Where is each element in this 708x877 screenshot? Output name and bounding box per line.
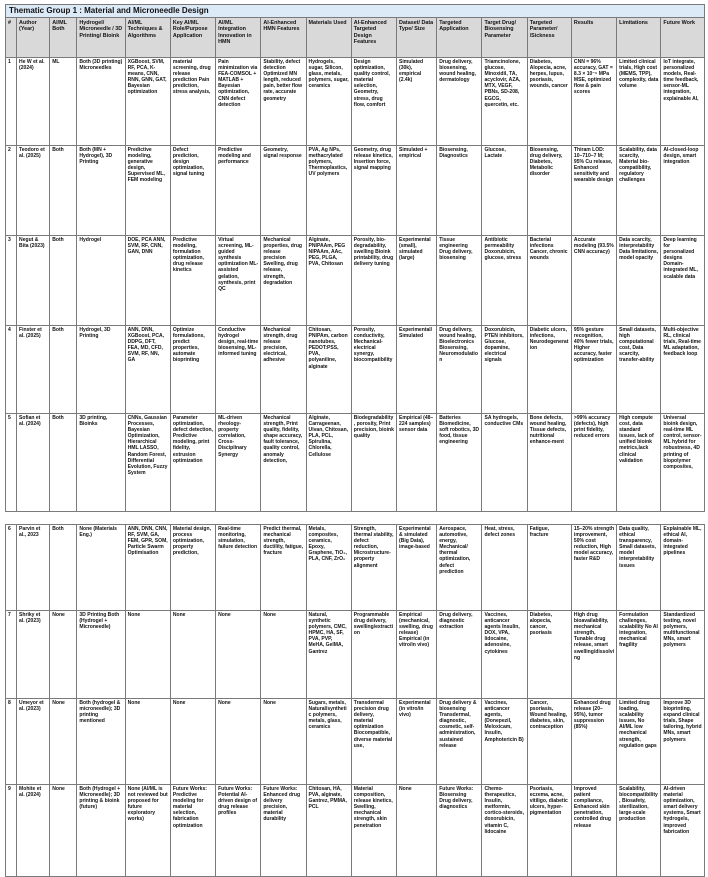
table-cell: 5 (6, 413, 17, 511)
table-cell: None (50, 610, 77, 698)
table-cell: Thiram LOD: 10–710–7 M; 95% Cu release, Enhanced sensitivity and wearable design (571, 145, 616, 235)
table-cell: None (261, 698, 306, 784)
table-cell: >99% accuracy (defects), high print fidelity, reduced errors (571, 413, 616, 511)
table-cell: Multi-objective RL, clinical trials, Real-time ML adaptation, feedback loop (661, 325, 705, 413)
table-cell: Virtual screening, ML-guided synthesis optimization ML-assisted gelation, synthesis, print QC (216, 235, 261, 325)
document-page (5, 4, 705, 877)
table-row (6, 784, 705, 876)
column-header: Materials Used (306, 18, 351, 58)
table-cell: Batteries Biomedicine, soft robotics, 3D food, tissue engineering (437, 413, 482, 511)
table-cell: Both (50, 325, 77, 413)
table-cell: Future Works: Predictive modeling for material selection, fabrication optimization (170, 784, 215, 876)
table-header-row (6, 18, 705, 58)
table-cell: Experimental/ Simulated (397, 325, 437, 413)
table-cell: Alginate, Carrageenan, Ulvan, Chitosan, PLA, PCL, Spirulina, Chlorella, Cellulose (306, 413, 351, 511)
table-cell: Simulated + empirical (397, 145, 437, 235)
table-cell: 4 (6, 325, 17, 413)
table-cell: Both (50, 413, 77, 511)
table-row (6, 698, 705, 784)
table-cell: Doxorubicin, PTEN inhibitors, Glucose, dopamine, electrical signals (482, 325, 527, 413)
table-cell: Psoriasis, eczema, acne, vitiligo, diabetic ulcers, hyper-pigmentation (527, 784, 571, 876)
table-cell: None (216, 698, 261, 784)
table-cell: High compute cost, data standard issues, lack of unified bioink metrics,lack clinical validation (617, 413, 661, 511)
table-cell: Standardized testing, novel polymers, multifunctional MNs, smart polymers (661, 610, 705, 698)
table-cell: Triamcinolone, glucose, Minoxidil, TA, acyclovir, AZA, MTX, VEGF, PBNs, SD-208, EGCG, quercetin, etc. (482, 57, 527, 145)
table-cell: Mechanical properties, drug release precision Swelling, drug release, strength, degradation (261, 235, 306, 325)
column-header: Dataset/ Data Type/ Size (397, 18, 437, 58)
table-cell: CNNs, Gaussian Processes, Bayesian Optimization, Hierarchical HML LASSO, Random Forest, Differential Evolution, Fuzzy System (125, 413, 170, 511)
table-cell: Vaccines, anticancer agents, (Donepezil, Meloxicam, Insulin, Amphotericin B) (482, 698, 527, 784)
table-cell: Finster et al. (2025) (17, 325, 50, 413)
table-cell: Glucose, Lactate (482, 145, 527, 235)
column-header: AI/ML Integration Innovation in HMN (216, 18, 261, 58)
table-row (6, 57, 705, 145)
table-cell: Sofian et al. (2024) (17, 413, 50, 511)
table-cell: Experimental (in vitro/in vivo) (397, 698, 437, 784)
column-header: AI/ML Both (50, 18, 77, 58)
table-cell: Scalability, data scarcity, Material bio-compatibility, regulatory challenges (617, 145, 661, 235)
table-cell: Predictive modeling, generative design, Supervised ML, FEM modeling (125, 145, 170, 235)
table-cell: Small datasets, high computational cost, Data scarcity, transfer-ability (617, 325, 661, 413)
table-cell: Material composition, release kinetics, Swelling, mechanical strength, skin penetration (351, 784, 396, 876)
column-header: AI-Enhanced HMN Features (261, 18, 306, 58)
table-cell: Pain minimization via FEA-COMSOL + MATLAB + Bayesian optimization, CNN defect detection (216, 57, 261, 145)
table-cell: Empirical (48–224 samples) sensor data (397, 413, 437, 511)
table-cell: Design optimization, quality control, material selection, Geometry, stress, drug flow, comfort (351, 57, 396, 145)
table-cell: High drug bioavailability, mechanical strength, Tunable drug release, smart swelling/dissolving (571, 610, 616, 698)
table-body (6, 57, 705, 876)
table-cell: Predict thermal, mechanical strength, ductility, fatigue, fracture (261, 524, 306, 610)
table-cell: Metals, composites, ceramics, Epoxy, Graphene, TiO₂, PLA, CNF, ZrO₂ (306, 524, 351, 610)
table-cell: Defect prediction, design optimization, signal tuning (170, 145, 215, 235)
table-cell: Antibiotic permeability Doxorubicin, glucose, stress (482, 235, 527, 325)
table-cell: PVA, Ag NPs, methacrylated polymers, Thermoplastics, UV polymers (306, 145, 351, 235)
table-cell: Transdermal precision drug delivery, material optimization Biocompatible, diverse material use, (351, 698, 396, 784)
table-cell: Both (50, 145, 77, 235)
table-cell: AI-driven material optimization, smart delivery systems, Smart hydrogels, improved fabrication (661, 784, 705, 876)
table-cell: Chemo-therapeutics, Insulin, metformin, cortico-steroids, doxorubicin, vitamin C, lidocaine (482, 784, 527, 876)
table-cell: Hydrogel, 3D Printing (77, 325, 125, 413)
table-cell: Simulated (30k), empirical (2.4k) (397, 57, 437, 145)
table-cell: Limited clinical trials, High cost (MEMS, TPP), complexity, data volume (617, 57, 661, 145)
table-cell: Explainable ML, ethical AI, domain-integrated pipelines (661, 524, 705, 610)
table-cell: 3D printing, Bioinks (77, 413, 125, 511)
table-cell: Hydrogels, sugar, Silicon, glass, metals, polymers, sugar, ceramics (306, 57, 351, 145)
table-cell: 15–20% strength improvement, 50% cost reduction, High model accuracy, faster R&D (571, 524, 616, 610)
table-cell: Limited drug loading, scalability issues, No AI/ML low mechanical strength, regulation gaps (617, 698, 661, 784)
table-cell: None (AI/ML is not reviewed but proposed for future exploratory works) (125, 784, 170, 876)
table-cell: Data quality, ethical transparency, Small datasets, model interpretability issues (617, 524, 661, 610)
table-cell: Alginate, PNIPAAm, PEG NIPAAm, AAc, PEG, PLGA, PVA, Chitosan (306, 235, 351, 325)
table-cell: Sugars, metals, Natural/synthetic polymers, metals, glass, ceramics (306, 698, 351, 784)
table-cell: None (397, 784, 437, 876)
table-cell: None (170, 610, 215, 698)
table-cell: Both (50, 235, 77, 325)
table-cell: 3 (6, 235, 17, 325)
table-cell: He W et al. (2024) (17, 57, 50, 145)
table-cell: Cancer, psoriasis, Wound healing, diabetes, skin, contraception (527, 698, 571, 784)
table-cell: Drug delivery & biosensing Transdermal, diagnostic, cosmetic, self-administration, sustained release (437, 698, 482, 784)
table-cell: Predictive modeling and performance (216, 145, 261, 235)
table-cell: Fatigue, fracture (527, 524, 571, 610)
column-header: Targeted Application (437, 18, 482, 58)
table-cell: Bone defects, wound healing, Tissue defects, nutritional enhance-ment (527, 413, 571, 511)
table-cell: Conductive hydrogel design, real-time biosensing, ML-informed tuning (216, 325, 261, 413)
table-cell: Experimental (small), simulated (large) (397, 235, 437, 325)
table-cell: Future Works: Potential AI-driven design of drug release profiles (216, 784, 261, 876)
table-cell: Enhanced drug release (20–95%), tumor suppression (85%) (571, 698, 616, 784)
table-cell: Parameter optimization, defect detection, Predictive modeling, print fidelity, extrusion optimization (170, 413, 215, 511)
table-cell: Both (hydrogel & microneedle); 3D printing mentioned (77, 698, 125, 784)
column-header: Limitations (617, 18, 661, 58)
column-header: Targeted Parameter/ /Sickness (527, 18, 571, 58)
table-cell: Parvin et al., 2023 (17, 524, 50, 610)
column-header: Author (Year) (17, 18, 50, 58)
group-title: Thematic Group 1 : Material and Microneedle Design (6, 5, 705, 18)
table-cell: Bacterial infections Cancer, chronic wounds (527, 235, 571, 325)
table-cell: Optimize formulations, predict properties, automate bioprinting (170, 325, 215, 413)
table-cell: 6 (6, 524, 17, 610)
table-row (6, 413, 705, 511)
table-cell: Hydrogel (77, 235, 125, 325)
table-cell: Drug delivery, diagnostic extraction (437, 610, 482, 698)
table-cell: AI-closed-loop design, smart integration (661, 145, 705, 235)
table-cell: Data scarcity, interpretability Data limitations, model opacity (617, 235, 661, 325)
table-cell: 3D Printing Both (Hydrogel + Microneedle) (77, 610, 125, 698)
table-cell: Negut & Bita (2023) (17, 235, 50, 325)
page-break-spacer (6, 511, 705, 524)
table-cell: Biosensing, Diagnostics (437, 145, 482, 235)
table-row (6, 235, 705, 325)
table-cell: Geometry, drug release kinetics, Insertion force, signal mapping (351, 145, 396, 235)
table-cell: Strength, thermal stability, defect reduction, Microstructure-property alignment (351, 524, 396, 610)
table-cell: Natural, synthetic polymers, CMC, HPMC, HA, SF, PVA, PVP, MeHA, GelMA, Gantrez (306, 610, 351, 698)
table-cell: Shriky et al. (2023) (17, 610, 50, 698)
table-cell: Formulation challenges, scalability No AI integration, mechanical fragility (617, 610, 661, 698)
table-cell: Mohite et al. (2024) (17, 784, 50, 876)
table-cell: None (50, 784, 77, 876)
table-row (6, 325, 705, 413)
table-cell: Universal bioink design, real-time ML control, sensor-ML hybrid for robustness, 4D printing of biopolymer composites, (661, 413, 705, 511)
table-cell: Both (MN + Hydrogel), 3D Printing (77, 145, 125, 235)
table-cell: Mechanical strength, drug release precision, electrical, adhesive (261, 325, 306, 413)
column-header: Target Drug/ Biosensing Parameter (482, 18, 527, 58)
table-cell: None (125, 698, 170, 784)
table-cell: Scalability, biocompatibility, Biosafety, sterilization, large-scale production (617, 784, 661, 876)
table-cell: None (170, 698, 215, 784)
table-cell: SA hydrogels, conductive CMs (482, 413, 527, 511)
table-cell: Tissue engineering Drug delivery, biosensing (437, 235, 482, 325)
table-cell: Diabetic ulcers, infections, Neurodegeneration (527, 325, 571, 413)
table-cell: Future Works: Biosensing Drug delivery, diagnostics (437, 784, 482, 876)
table-cell: Vaccines, anticancer agents Insulin, DOX, VPA, lidocaine, adenosine, cytokines (482, 610, 527, 698)
table-cell: Deep learning for personalized designs Domain-integrated ML, scalable data (661, 235, 705, 325)
table-cell: Both (50, 524, 77, 610)
table-cell: ANN, DNN, CNN, RF, SVM, GA, FEM, GPR, SOM, Particle Swarm Optimisation (125, 524, 170, 610)
table-cell: Real-time monitoring, simulation, failure detection (216, 524, 261, 610)
table-cell: Porosity, conductivity, Mechanical-electrical synergy, biocompatibility (351, 325, 396, 413)
table-cell: Diabetes, Alopecia, acne, herpes, lupus, psoriasis, wounds, cancer (527, 57, 571, 145)
table-cell: Stability, defect detection Optimized MN length, reduced pain, better flow rate, accurate geometry (261, 57, 306, 145)
table-cell: ML-driven rheology-property correlation, Cross-Disciplinary Synergy (216, 413, 261, 511)
table-cell: 1 (6, 57, 17, 145)
column-header: Future Work (661, 18, 705, 58)
table-cell: None (50, 698, 77, 784)
column-header: # (6, 18, 17, 58)
table-cell: Both (Hydrogel + Microneedle); 3D printing & bioink (future) (77, 784, 125, 876)
table-cell: 7 (6, 610, 17, 698)
table-row (6, 610, 705, 698)
table-cell: None (261, 610, 306, 698)
table-cell: Geometry, signal response (261, 145, 306, 235)
table-cell: None (Materials Eng.) (77, 524, 125, 610)
table-cell: ANN, DNN, XGBoost, PCA, DDPG, DFT, FEA, MD, CFD, SVM, RF, NN, GA (125, 325, 170, 413)
table-cell: Improved patient compliance, Enhanced skin penetration, controlled drug release (571, 784, 616, 876)
table-cell: Mechanical strength, Print quality, fidelity, shape accuracy, fault tolerance, quality control, anomaly detection, (261, 413, 306, 511)
table-cell: Material design, process optimization, property prediction, (170, 524, 215, 610)
table-cell: Aerospace, automotive, energy, Mechanical/ thermal optimization, defect prediction (437, 524, 482, 610)
table-cell: Heat, stress, defect zones (482, 524, 527, 610)
table-cell: None (125, 610, 170, 698)
spacer-cell (6, 511, 705, 524)
table-cell: DOE, PCA ANN, SVM, RF, CNN, GAN, DNN (125, 235, 170, 325)
table-cell: 8 (6, 698, 17, 784)
table-cell: CNN = 96% accuracy, GAT = 8.3 × 10⁻⁶ MPa MSE, optimized flow & pain scores (571, 57, 616, 145)
column-header: Key AI/ML Role/Purpose Application (170, 18, 215, 58)
table-cell: None (216, 610, 261, 698)
column-header: Results (571, 18, 616, 58)
column-header: Hydrogel/ Microneedle / 3D Printing/ Bioink (77, 18, 125, 58)
table-cell: Predictive modeling, formulation optimization, drug release kinetics (170, 235, 215, 325)
table-cell: 9 (6, 784, 17, 876)
table-cell: Chitosan, PNIPAm, carbon nanotubes, PEDOT:PSS, PVA, polyaniline, alginate (306, 325, 351, 413)
table-cell: Diabetes, alopecia, cancer, psoriasis (527, 610, 571, 698)
table-cell: IoT integrate, personalized models, Real-time feedback, sensor-ML integration, explainable AI, (661, 57, 705, 145)
column-header: AI/ML Techniques & Algorithms (125, 18, 170, 58)
table-row (6, 524, 705, 610)
column-header: AI-Enhanced Targeted Design Features (351, 18, 396, 58)
table-cell: Future Works: Enhanced drug delivery precision, material durability (261, 784, 306, 876)
table-cell: 2 (6, 145, 17, 235)
table-cell: Improve 3D bioprinting, expand clinical trials, Shape tailoring, hybrid MNs, smart polymers (661, 698, 705, 784)
table-cell: Experimental & simulated (Big Data), image-based (397, 524, 437, 610)
table-cell: Both (3D printing) Microneedles (77, 57, 125, 145)
table-cell: Umeyor et al. (2023) (17, 698, 50, 784)
table-cell: Biodegradability, porosity, Print precision, bioink quality (351, 413, 396, 511)
table-cell: Accurate modeling (93.5% CNN accuracy) (571, 235, 616, 325)
table-cell: Programmable drug delivery, swelling/extraction (351, 610, 396, 698)
table-cell: ML (50, 57, 77, 145)
table-cell: Biosensing, drug delivery, Diabetes, Metabolic disorder (527, 145, 571, 235)
table-cell: XGBoost, SVM, RF, PCA, K-means, CNN, RNN, GNN, GAT, Bayesian optimization (125, 57, 170, 145)
table-cell: Drug delivery, wound healing, Bioelectronics Biosensing, Neuromodulation (437, 325, 482, 413)
table-cell: Drug delivery, biosensing, wound healing, dermatology (437, 57, 482, 145)
table-cell: Chitosan, HA, PVA, alginate, Gantrez, PMMA, PCL (306, 784, 351, 876)
table-cell: Empirical (mechanical, swelling, drug release) Empirical (in vitro/in vivo) (397, 610, 437, 698)
table-row (6, 145, 705, 235)
table-cell: 95% gesture recognition, 40% fewer trials, Higher accuracy, faster optimization (571, 325, 616, 413)
table-cell: Teodoro et al. (2025) (17, 145, 50, 235)
thematic-group-table (5, 4, 705, 877)
table-cell: material screening, drug release prediction Pain prediction, stress analysis, (170, 57, 215, 145)
table-cell: Porosity, bio-degradability, swelling Bioink printability, drug delivery tuning (351, 235, 396, 325)
